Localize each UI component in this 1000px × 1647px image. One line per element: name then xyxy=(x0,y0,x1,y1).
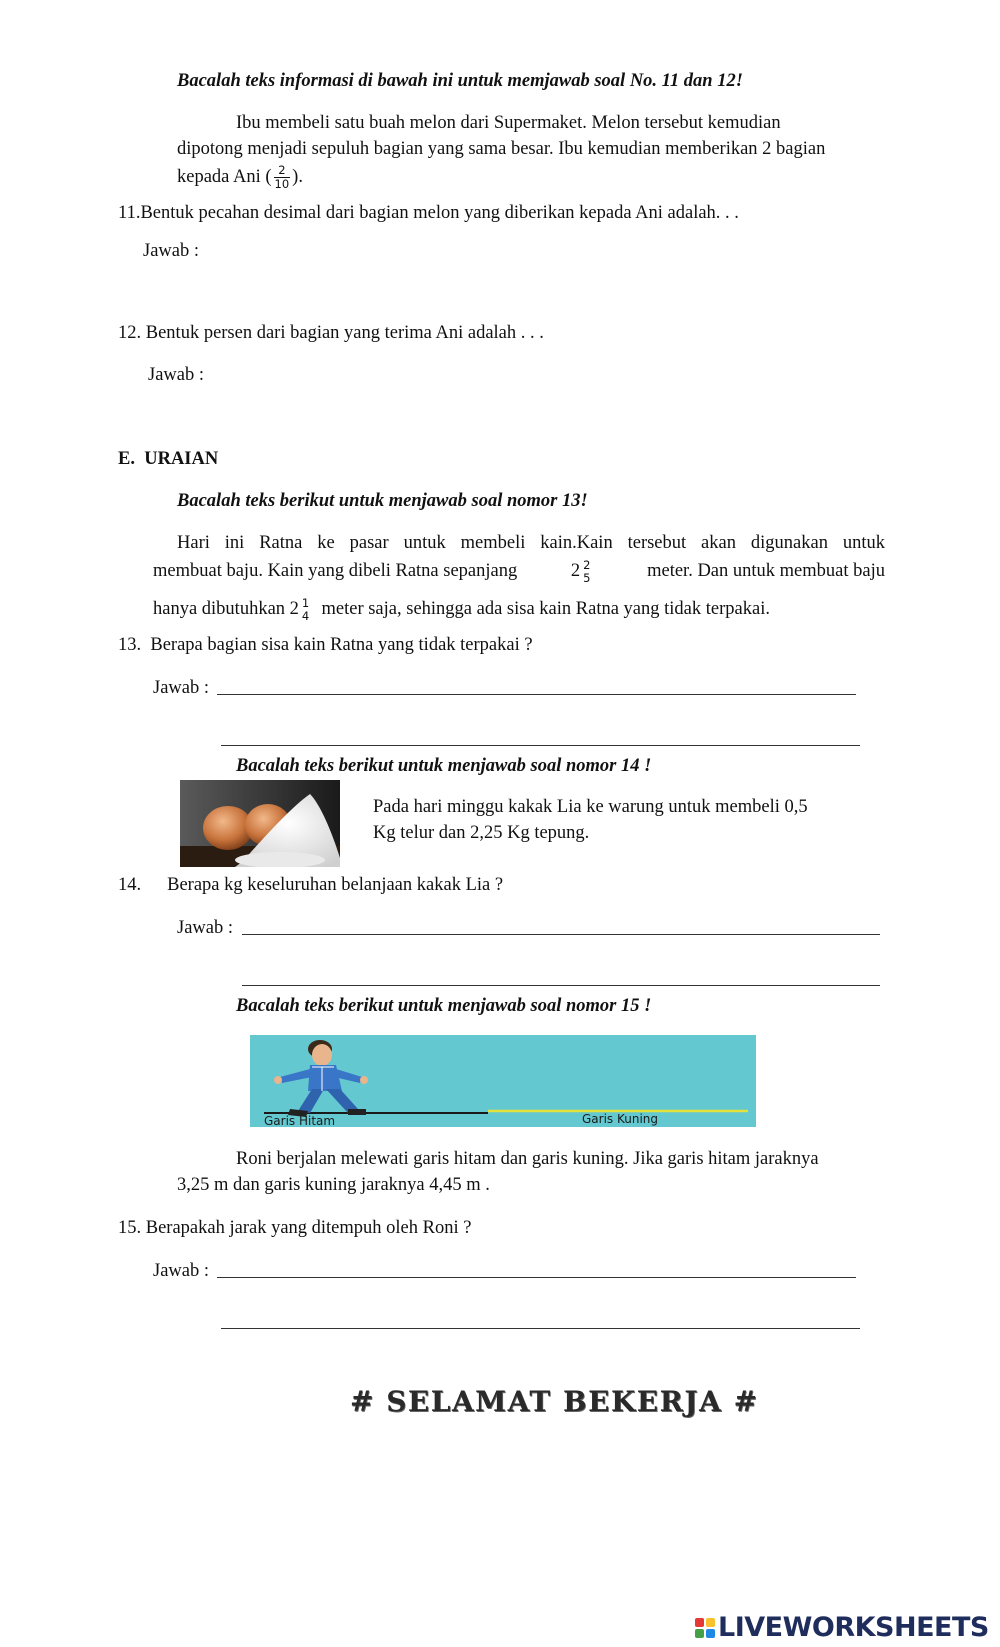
question-12: 12. Bentuk persen dari bagian yang terima Ani adalah . . . xyxy=(118,323,544,343)
answer-line-13b[interactable] xyxy=(221,745,860,746)
label-garis-kuning: Garis Kuning xyxy=(582,1112,659,1126)
answer-label-12: Jawab : xyxy=(148,365,204,385)
passage-13-line-2-text: membuat baju. Kain yang dibeli Ratna sepanjang xyxy=(153,561,518,582)
answer-label-15: Jawab : xyxy=(153,1261,209,1281)
fraction-denominator: 5 xyxy=(583,570,591,585)
section-e-heading xyxy=(118,446,218,472)
passage-1-line-3-end: ). xyxy=(292,167,303,187)
fraction-numerator: 2 xyxy=(583,557,591,572)
passage-1-line-3-text: kepada Ani ( xyxy=(177,167,272,187)
liveworksheets-grid-icon xyxy=(695,1618,715,1638)
eggs-flour-image xyxy=(180,780,340,867)
walking-illustration xyxy=(250,1035,756,1127)
answer-line-15a[interactable] xyxy=(217,1277,856,1278)
question-13-text: Berapa bagian sisa kain Ratna yang tidak terpakai ? xyxy=(150,635,533,655)
fraction-denominator: 10 xyxy=(274,177,290,192)
passage-13-line-2 xyxy=(153,558,885,585)
question-15: 15. Berapakah jarak yang ditempuh oleh Roni ? xyxy=(118,1218,472,1238)
label-garis-hitam: Garis Hitam xyxy=(264,1114,336,1127)
question-13-number: 13. xyxy=(118,635,142,655)
liveworksheets-logo[interactable] xyxy=(695,1612,989,1643)
passage-1-line-3 xyxy=(177,164,303,191)
question-14-number: 14. xyxy=(118,875,142,895)
closing-title: # SELAMAT BEKERJA # xyxy=(350,1385,759,1418)
fraction-numerator: 1 xyxy=(301,595,310,610)
answer-line-14a[interactable] xyxy=(242,934,880,935)
mixed-number-2-2-5 xyxy=(571,558,594,585)
question-11: 11.Bentuk pecahan desimal dari bagian melon yang diberikan kepada Ani adalah. . . xyxy=(118,203,739,223)
fraction-2-5 xyxy=(582,559,591,585)
instruction-15: Bacalah teks berikut untuk menjawab soal nomor 15 ! xyxy=(236,996,652,1016)
fraction-1-4 xyxy=(301,597,310,623)
answer-line-15b[interactable] xyxy=(221,1328,860,1329)
fraction-denominator: 4 xyxy=(301,608,310,623)
instruction-14: Bacalah teks berikut untuk menjawab soal nomor 14 ! xyxy=(236,756,652,776)
passage-13-line-3 xyxy=(153,596,770,623)
answer-line-14b[interactable] xyxy=(242,985,880,986)
fraction-2-10 xyxy=(274,164,291,191)
passage-15-line-2: 3,25 m dan garis kuning jaraknya 4,45 m . xyxy=(177,1175,490,1195)
passage-13-line-3-end: meter saja, sehingga ada sisa kain Ratna yang tidak terpakai. xyxy=(321,599,770,619)
eggs-flour-illustration xyxy=(180,780,340,867)
passage-15-line-1: Roni berjalan melewati garis hitam dan garis kuning. Jika garis hitam jaraknya xyxy=(236,1149,819,1169)
answer-line-13a[interactable] xyxy=(217,694,856,695)
answer-label-13: Jawab : xyxy=(153,678,209,698)
passage-13-line-3-text: hanya dibutuhkan xyxy=(153,599,286,619)
question-13 xyxy=(118,632,533,658)
mixed-number-2-1-4 xyxy=(289,595,313,623)
question-14-text: Berapa kg keseluruhan belanjaan kakak Lia ? xyxy=(167,875,504,895)
mixed-whole: 2 xyxy=(570,561,581,581)
answer-area-11[interactable] xyxy=(230,236,830,266)
passage-14-line-1: Pada hari minggu kakak Lia ke warung untuk membeli 0,5 xyxy=(373,797,808,817)
section-letter: E. xyxy=(118,449,135,469)
instruction-13: Bacalah teks berikut untuk menjawab soal nomor 13! xyxy=(177,491,588,511)
question-14 xyxy=(118,872,503,898)
brand-text: LIVEWORKSHEETS xyxy=(718,1612,989,1643)
passage-14-line-2: Kg telur dan 2,25 Kg tepung. xyxy=(373,823,590,843)
passage-13-line-1: Hari ini Ratna ke pasar untuk membeli kain.Kain tersebut akan digunakan untuk xyxy=(177,533,885,553)
instruction-11-12: Bacalah teks informasi di bawah ini untuk memjawab soal No. 11 dan 12! xyxy=(177,71,743,91)
passage-13-line-2-end: meter. Dan untuk membuat baju xyxy=(647,561,885,582)
passage-1-line-1: Ibu membeli satu buah melon dari Supermaket. Melon tersebut kemudian xyxy=(236,113,781,133)
answer-label-11: Jawab : xyxy=(143,241,199,261)
section-title: URAIAN xyxy=(144,449,219,469)
mixed-whole: 2 xyxy=(289,599,299,619)
answer-label-14: Jawab : xyxy=(177,918,233,938)
passage-1-line-2: dipotong menjadi sepuluh bagian yang sama besar. Ibu kemudian memberikan 2 bagian xyxy=(177,139,826,159)
walking-boy-scene xyxy=(250,1035,756,1127)
fraction-numerator: 2 xyxy=(274,164,291,178)
answer-area-12[interactable] xyxy=(235,360,835,390)
